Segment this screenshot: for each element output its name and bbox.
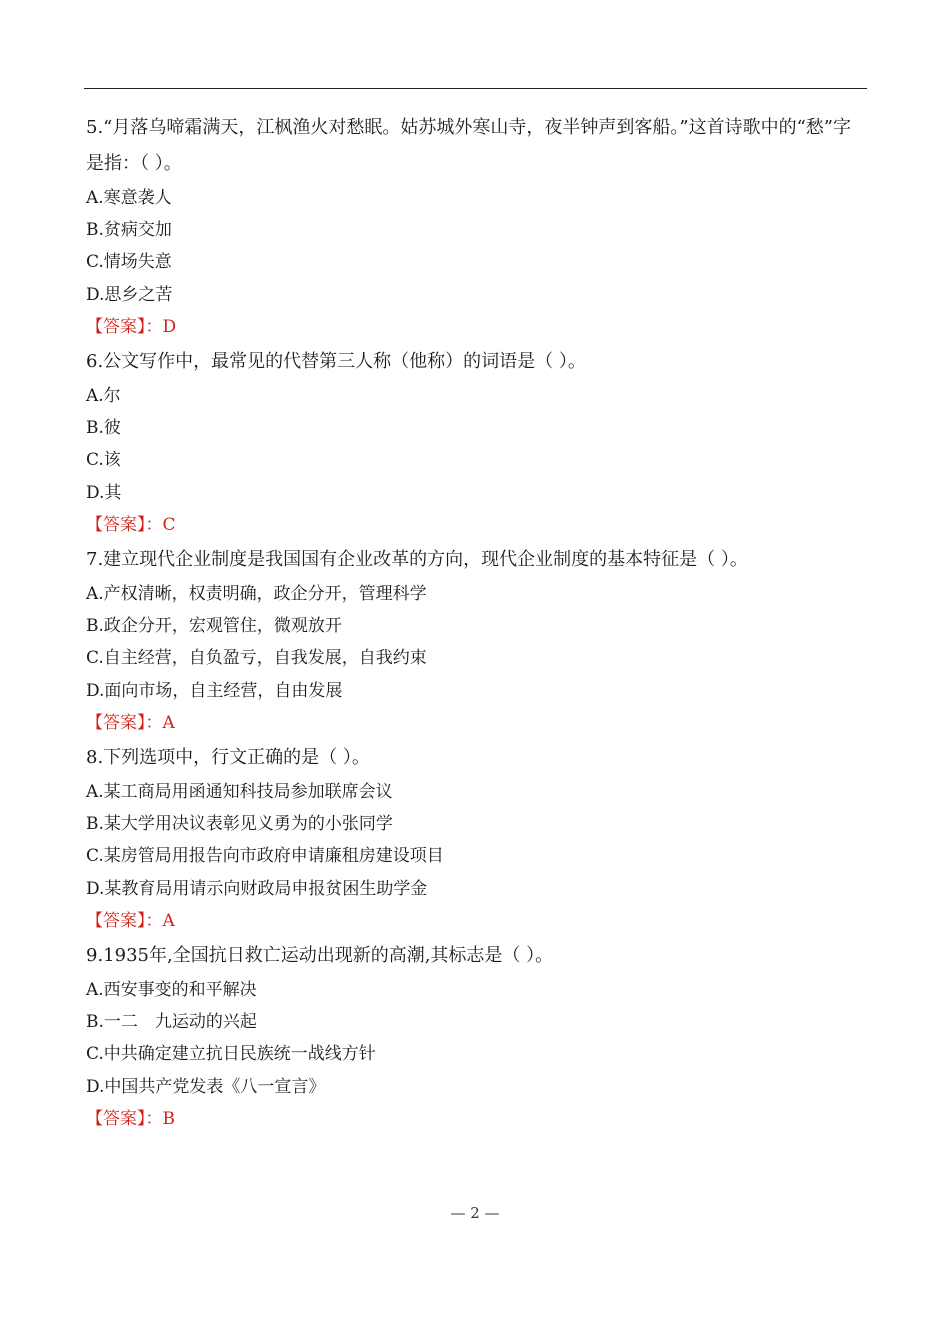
page-number: — 2 — bbox=[450, 1204, 500, 1222]
question-stem: 7.建立现代企业制度是我国国有企业改革的方向，现代企业制度的基本特征是（ ）。 bbox=[86, 549, 748, 571]
option-a: A.尔 bbox=[86, 386, 121, 407]
question-7 bbox=[86, 542, 868, 739]
option-b: B.彼 bbox=[86, 418, 121, 439]
option-d: D.中国共产党发表《八一宣言》 bbox=[86, 1076, 326, 1097]
option-c: C.情场失意 bbox=[86, 252, 172, 273]
option-b: B.政企分开，宏观管住，微观放开 bbox=[86, 616, 342, 637]
option-d: D.面向市场，自主经营，自由发展 bbox=[86, 680, 343, 701]
question-stem: 6.公文写作中，最常见的代替第三人称（他称）的词语是（ ）。 bbox=[86, 351, 586, 373]
answer-label: 【答案】：D bbox=[86, 316, 177, 337]
option-c: C.中共确定建立抗日民族统一战线方针 bbox=[86, 1044, 376, 1065]
answer-label: 【答案】：C bbox=[86, 514, 176, 535]
question-list bbox=[86, 110, 868, 1136]
question-5 bbox=[86, 110, 868, 343]
header-rule bbox=[84, 88, 867, 89]
option-b: B.一二 九运动的兴起 bbox=[86, 1012, 257, 1033]
option-c: C.自主经营，自负盈亏，自我发展，自我约束 bbox=[86, 648, 427, 669]
question-stem: 9.1935年,全国抗日救亡运动出现新的高潮,其标志是（ ）。 bbox=[86, 945, 554, 967]
option-c: C.某房管局用报告向市政府申请廉租房建设项目 bbox=[86, 846, 444, 867]
option-d: D.思乡之苦 bbox=[86, 284, 173, 305]
answer-label: 【答案】：B bbox=[86, 1108, 175, 1129]
question-8 bbox=[86, 740, 868, 937]
option-d: D.其 bbox=[86, 482, 122, 503]
option-d: D.某教育局用请示向财政局申报贫困生助学金 bbox=[86, 878, 428, 899]
option-a: A.西安事变的和平解决 bbox=[86, 980, 257, 1001]
answer-label: 【答案】：A bbox=[86, 712, 175, 733]
question-6 bbox=[86, 344, 868, 541]
option-a: A.某工商局用函通知科技局参加联席会议 bbox=[86, 782, 393, 803]
option-b: B.贫病交加 bbox=[86, 220, 172, 241]
option-a: A.寒意袭人 bbox=[86, 188, 172, 208]
option-b: B.某大学用决议表彰见义勇为的小张同学 bbox=[86, 814, 393, 835]
option-a: A.产权清晰，权责明确，政企分开，管理科学 bbox=[86, 584, 427, 605]
answer-label: 【答案】：A bbox=[86, 910, 175, 931]
question-9 bbox=[86, 938, 868, 1135]
question-stem: 8.下列选项中，行文正确的是（ ）。 bbox=[86, 747, 370, 769]
option-c: C.该 bbox=[86, 450, 121, 471]
question-stem: 5.“月落乌啼霜满天，江枫渔火对愁眠。姑苏城外寒山寺，夜半钟声到客船。”这首诗歌中的“愁”字是指：（ ）。 bbox=[86, 117, 851, 174]
